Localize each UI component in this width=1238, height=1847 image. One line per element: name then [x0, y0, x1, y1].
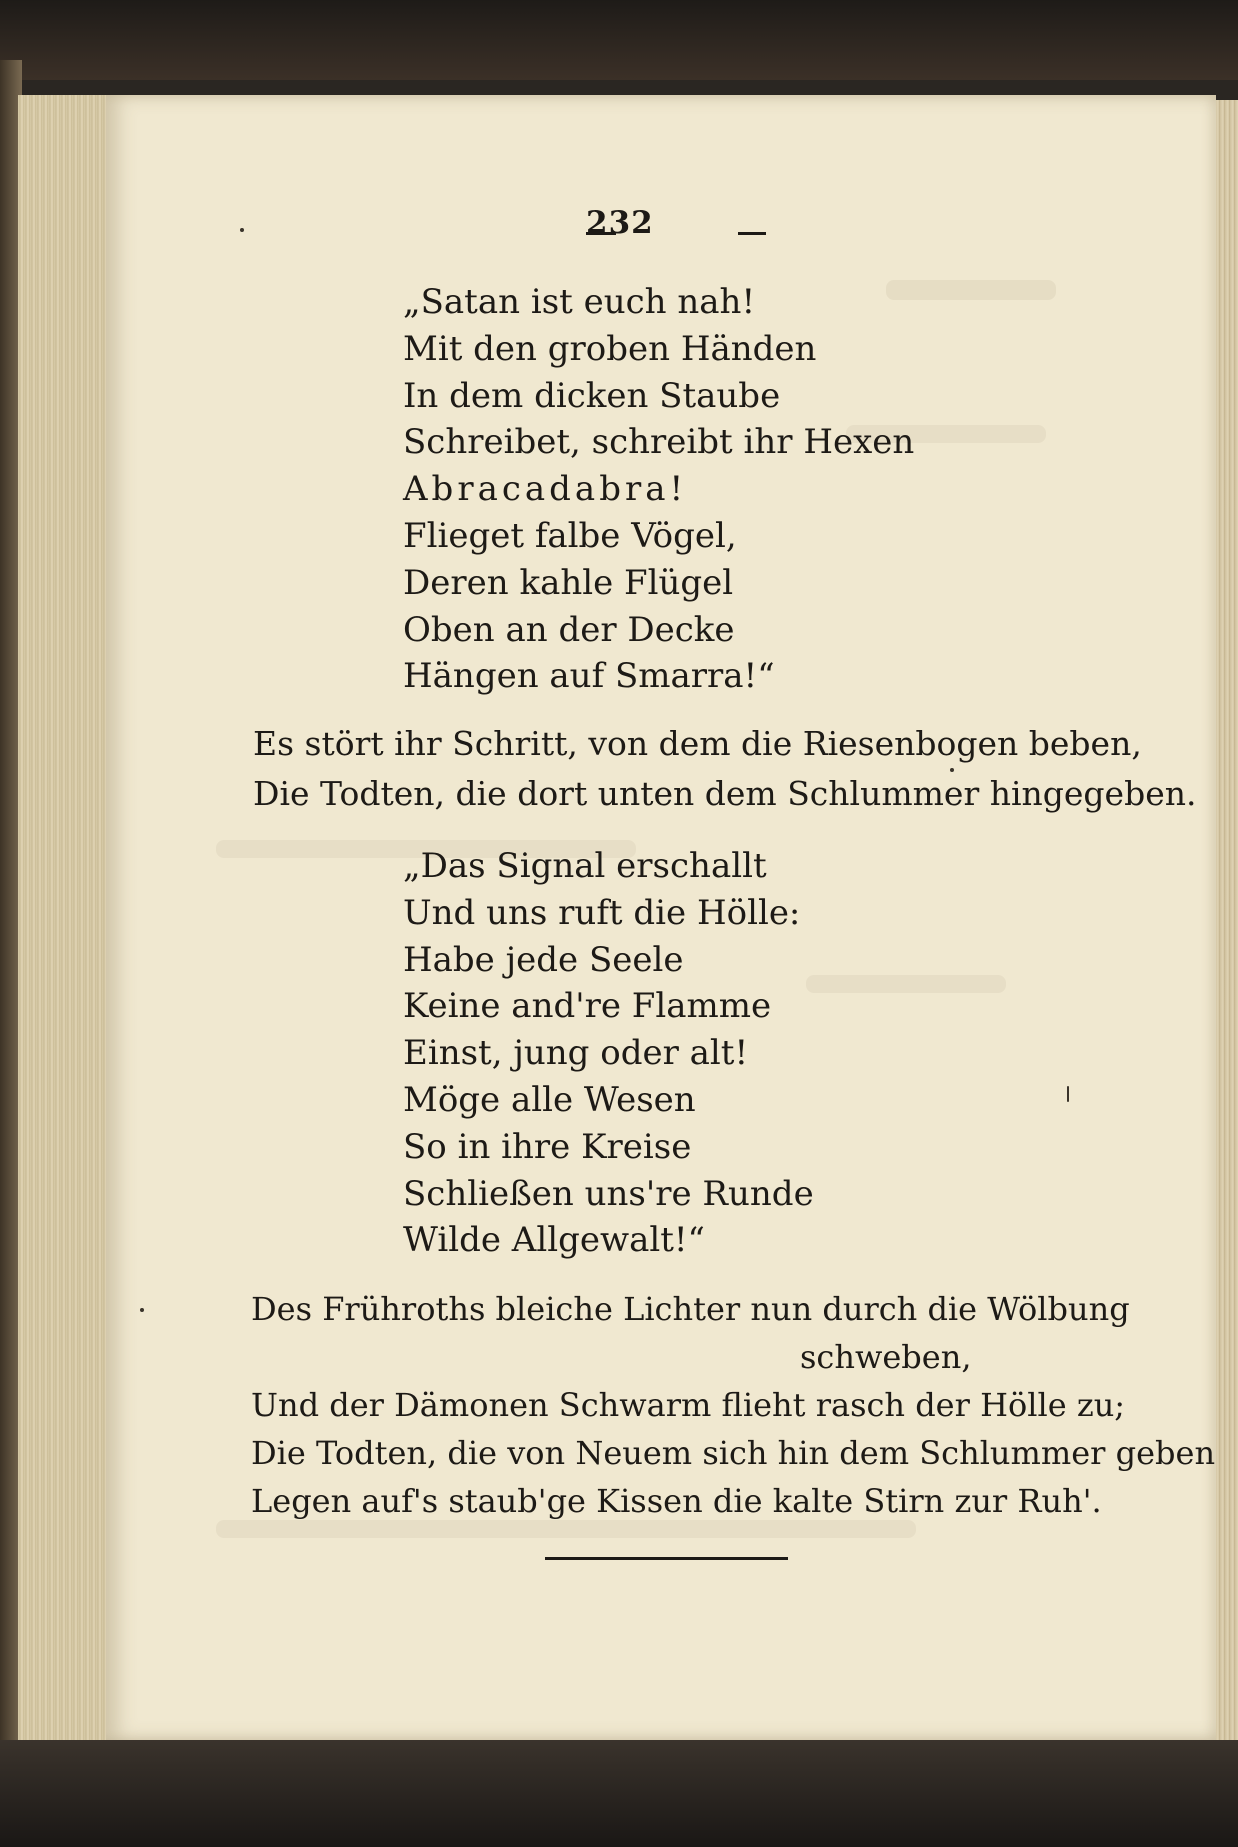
verse-line: Schließen uns're Runde — [403, 1173, 814, 1214]
prose-line: Die Todten, die von Neuem sich hin dem Schlummer geben — [251, 1434, 1216, 1472]
prose-line: Und der Dämonen Schwarm flieht rasch der Hölle zu; — [251, 1386, 1126, 1424]
verse-line: So in ihre Kreise — [403, 1126, 692, 1167]
book-cover-top — [0, 0, 1238, 80]
ink-speck — [140, 1308, 144, 1312]
verse-line: In dem dicken Staube — [403, 375, 781, 416]
book-cover-bottom — [0, 1740, 1238, 1847]
verse-line: „Das Signal erschallt — [403, 846, 767, 886]
closing-rule — [545, 1557, 788, 1560]
prose-line: Des Frühroths bleiche Lichter nun durch die Wölbung — [251, 1290, 1130, 1328]
verse-line: Keine and're Flamme — [403, 986, 772, 1027]
verse-line: Und uns ruft die Hölle: — [403, 892, 801, 933]
page-edges-left — [18, 95, 106, 1740]
verse-line: Deren kahle Flügel — [403, 562, 734, 603]
ink-speck — [240, 228, 244, 232]
stanza-1 — [403, 279, 914, 700]
prose-line: Legen auf's staub'ge Kissen die kalte Stirn zur Ruh'. — [251, 1482, 1102, 1520]
stanza-2 — [403, 843, 814, 1264]
bleed-through — [806, 975, 1006, 993]
verse-line: Möge alle Wesen — [403, 1079, 696, 1120]
prose-line: Die Todten, die dort unten dem Schlummer hingegeben. — [253, 774, 1197, 813]
verse-line: Oben an der Decke — [403, 609, 735, 650]
verse-line: „Satan ist euch nah! — [403, 282, 756, 322]
verse-line: Wilde Allgewalt!“ — [403, 1220, 705, 1261]
ink-speck — [1067, 1086, 1069, 1102]
prose-line: Es stört ihr Schritt, von dem die Riesenbogen beben, — [253, 724, 1142, 763]
page-number: 232 — [586, 205, 654, 241]
verse-line: Flieget falbe Vögel, — [403, 515, 737, 556]
verse-line: Habe jede Seele — [403, 939, 684, 980]
verse-line: Abracadabra! — [403, 469, 688, 510]
header-dash-right — [738, 232, 766, 235]
verse-line: Schreibet, schreibt ihr Hexen — [403, 422, 915, 463]
ink-speck — [950, 768, 954, 772]
verse-line: Einst, jung oder alt! — [403, 1033, 749, 1074]
prose-line: schweben, — [800, 1338, 972, 1376]
bleed-through — [216, 1520, 916, 1538]
verse-line: Mit den groben Händen — [403, 328, 817, 369]
verse-line: Hängen auf Smarra!“ — [403, 656, 775, 697]
